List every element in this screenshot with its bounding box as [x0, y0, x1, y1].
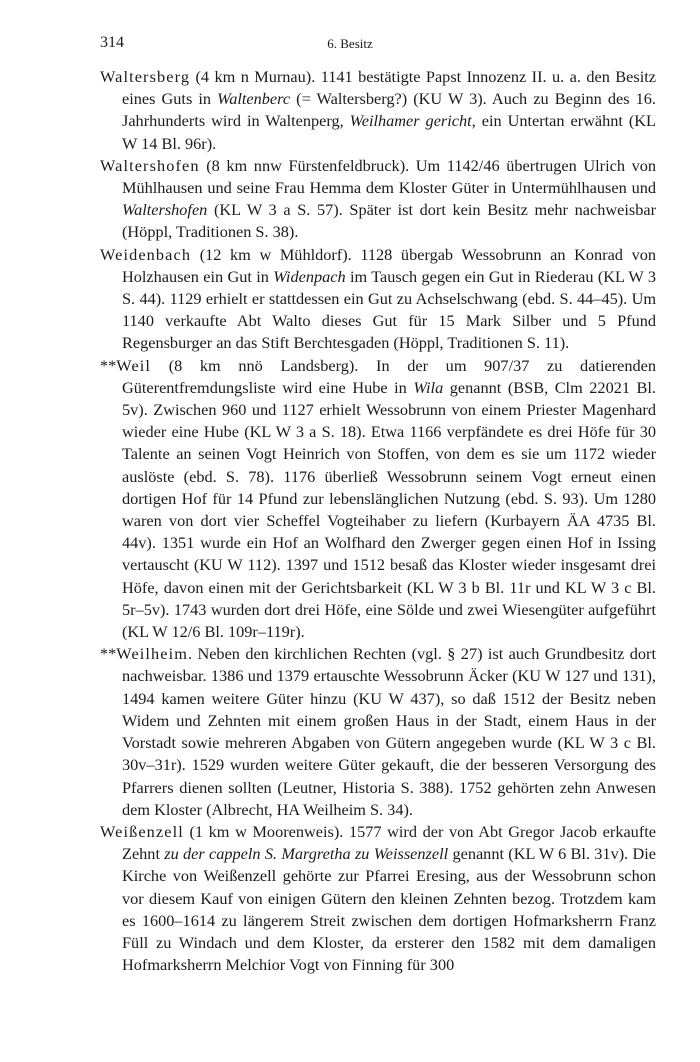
entry-place: Waltersberg [100, 67, 191, 86]
entry-text: genannt (KL W 6 Bl. 31v). Die Kirche von Weißenzell gehörte zur Pfarrei Eresing, aus der Wessobrunn schon vor diesem Kauf von einigen Gütern den kleinen Zehnten bezog. Trotzdem kam es 1600–1614 zu längerem Streit zwischen dem dortigen Hofmarksherrn Franz Füll zu Windach und dem Kloster, da ersterer den 1582 mit dem damaligen Hofmarksherrn Melchior Vogt von Finning für 300 [122, 844, 656, 975]
entry-text: (4 km n Murnau). 1141 bestätigte Papst Innozenz II. u. a. den Besitz eines Guts in [122, 67, 656, 109]
entry-waltersberg [100, 66, 656, 155]
entry-text: (= Waltersberg?) (KU W 3). Auch zu Beginn des 16. Jahrhunderts wird in Waltenperg, [122, 89, 656, 131]
entry-text: genannt (BSB, Clm 22021 Bl. 5v). Zwischen 960 und 1127 erhielt Wessobrunn von einem Priester Magenhard wieder eine Hube (KL W 3 a S. 18). Etwa 1166 verpfändete es drei Höfe für 30 Talente an seinen Vogt Heinrich von Stoffen, von dem es sie um 1172 wieder auslöste (ebd. S. 78). 1176 überließ Wessobrunn seinem Vogt erneut einen dortigen Hof für 14 Pfund zur lebenslänglichen Nutzung (ebd. S. 93). Um 1280 waren von dort vier Scheffel Vogteihaber zu liefern (Kurbayern ÄA 4735 Bl. 44v). 1351 wurde ein Hof an Wolfhard den Zwerger gegen einen Hof in Issing vertauscht (KU W 112). 1397 und 1512 besaß das Kloster wieder insgesamt drei Höfe, davon einen mit der Gerichtsbarkeit (KL W 3 b Bl. 11r und KL W 3 c Bl. 5r–5v). 1743 wurden dort drei Höfe, eine Sölde und zwei Wiesengüter aufgeführt (KL W 12/6 Bl. 109r–119r). [122, 377, 656, 642]
entry-text: (1 km w Moorenweis). 1577 wird der von Abt Gregor Jacob erkaufte Zehnt [122, 821, 656, 864]
entry-weil [100, 355, 656, 644]
entry-italic: Waltershofen [122, 200, 208, 220]
entry-place: Waltershofen [100, 155, 200, 175]
entry-text: (8 km nnw Fürstenfeldbruck). Um 1142/46 übertrugen Ulrich von Mühlhausen und seine Frau Hemma dem Kloster Güter in Untermühlhausen und [122, 155, 656, 198]
entry-place: Weidenbach [100, 244, 192, 264]
entry-text: im Tausch gegen ein Gut in Riederau (KL W 3 S. 44). 1129 erhielt er stattdessen ein Gut zu Achselschwang (ebd. S. 44–45). Um 1140 verkaufte Abt Walto dieses Gut für 15 Mark Silber und 5 Pfund Regensburger an das Stift Berchtesgaden (Höppl, Traditionen S. 11). [122, 266, 656, 353]
entry-place: Weilheim [116, 644, 188, 664]
entry-text: (8 km nnö Landsberg). In der um 907/37 zu datierenden Güterentfremdungsliste wird eine Hube in [122, 355, 656, 397]
entry-text: , ein Untertan erwähnt (KL W 14 Bl. 96r). [122, 111, 657, 153]
text-block [100, 66, 656, 976]
entry-italic: zu der cappeln S. Margretha zu Weissenzell [164, 844, 449, 864]
entry-weissenzell [100, 821, 656, 976]
entry-text: (12 km w Mühldorf). 1128 übergab Wessobrunn an Konrad von Holzhausen ein Gut in [122, 244, 656, 286]
entry-weilheim [100, 643, 656, 821]
running-head: 6. Besitz [327, 36, 373, 51]
entry-italic: Widenpach [273, 266, 346, 286]
entry-mark: ** [100, 644, 117, 664]
entry-text: . Neben den kirchlichen Rechten (vgl. § 27) ist auch Grundbesitz dort nachweisbar. 1386 und 1379 ertauschte Wessobrunn Äcker (KU W 127 und 131), 1494 kamen weitere Güter hinzu (KU W 437), so daß 1512 der Besitz neben Widem und Zehnten mit einem großen Haus in der Stadt, einem Haus in der Vorstadt sowie mehreren Abgaben von Gütern angegeben wurde (KL W 3 c Bl. 30v–31r). 1529 wurden weitere Güter gekauft, die der besseren Versorgung des Pfarrers dienen sollten (Leutner, Historia S. 388). 1752 gehörten zehn Anwesen dem Kloster (Albrecht, HA Weilheim S. 34). [122, 644, 656, 819]
page-number: 314 [100, 34, 124, 51]
entry-weidenbach [100, 244, 656, 355]
entry-text: (KL W 3 a S. 57). Später ist dort kein Besitz mehr nachweisbar (Höppl, Traditionen S. 38). [122, 200, 656, 242]
entry-place: Weißenzell [100, 821, 184, 841]
entry-place: Weil [116, 355, 152, 375]
entry-mark: ** [100, 355, 117, 375]
entry-waltershofen [100, 155, 656, 244]
entry-italic: Weilhamer gericht [349, 111, 472, 131]
entry-italic: Wila [413, 377, 444, 397]
entry-italic: Waltenberc [217, 89, 291, 109]
